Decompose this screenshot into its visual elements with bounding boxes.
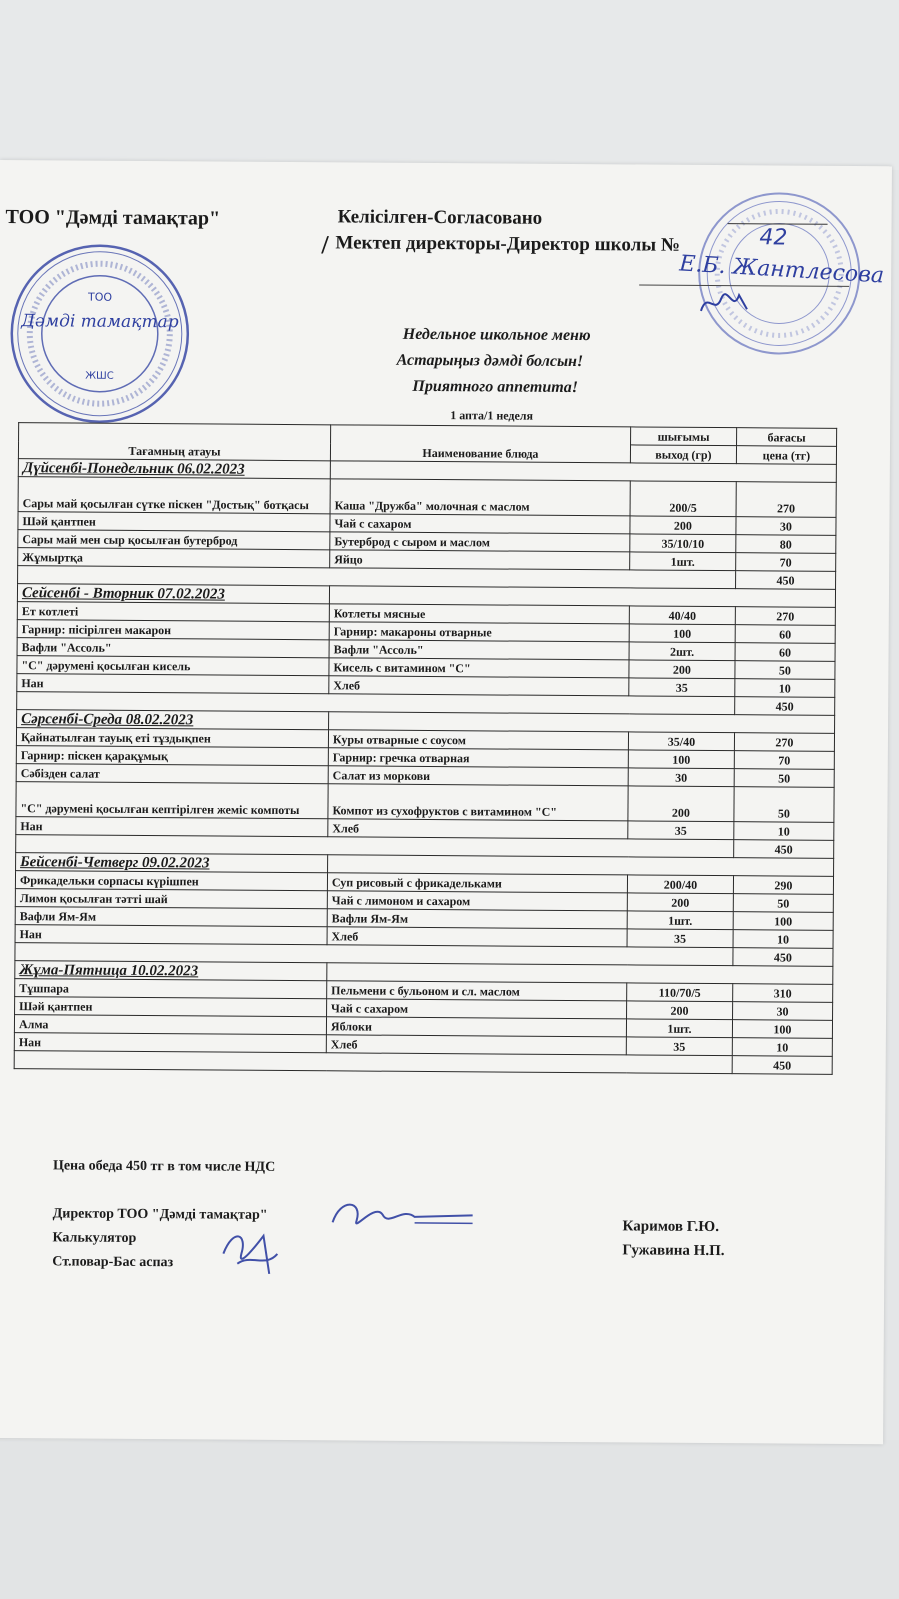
dish-ru: Компот из сухофруктов с витамином "С" [328, 784, 628, 821]
dish-output: 1шт. [626, 1019, 732, 1038]
day-total: 450 [733, 948, 833, 967]
ru-wish: Приятного аппетита! [412, 377, 579, 397]
dish-kz: Нан [17, 674, 329, 694]
dish-kz: Нан [15, 925, 327, 945]
dish-output: 35/40 [628, 732, 734, 751]
day-total: 450 [735, 697, 835, 716]
dish-price: 50 [735, 661, 835, 680]
dish-price: 100 [732, 1020, 832, 1039]
col-ru-name: Наименование блюда [330, 425, 630, 463]
background-bottom [0, 1440, 899, 1599]
dish-price: 30 [736, 517, 836, 536]
dish-ru: Хлеб [329, 676, 629, 696]
dish-kz: Лимон қосылған тәтті шай [15, 889, 327, 909]
dish-kz: Қайнатылған тауық еті тұздықпен [16, 728, 328, 748]
svg-text:ТОО: ТОО [87, 290, 113, 304]
col-output-ru: выход (гр) [630, 445, 736, 464]
calculator-signature [217, 1224, 287, 1284]
dish-output: 40/40 [629, 606, 735, 625]
dish-kz: "С" дәрумені қосылған кептірілген жеміс компоты [16, 782, 328, 819]
dish-kz: Сары май қосылған сүтке піскен "Достық" ботқасы [18, 477, 330, 514]
dish-price: 270 [736, 482, 836, 518]
dish-ru: Пельмени с бульоном и сл. маслом [327, 981, 627, 1001]
dish-kz: Фрикадельки сорпасы күрішпен [15, 871, 327, 891]
director-signature [697, 285, 757, 321]
table-row [18, 477, 836, 518]
dish-kz: "С" дәрумені қосылған кисель [17, 656, 329, 676]
dish-kz: Сары май мен сыр қосылған бутерброд [18, 530, 330, 550]
school-director-label: Мектеп директоры-Директор школы № [335, 232, 681, 256]
dish-price: 10 [735, 679, 835, 698]
col-price-kz: бағасы [737, 428, 837, 447]
dish-output: 200 [627, 1001, 733, 1020]
dish-output: 35 [626, 1037, 732, 1056]
dish-output: 200 [628, 786, 734, 822]
dish-ru: Бутерброд с сыром и маслом [330, 532, 630, 552]
chef-label: Ст.повар-Бас аспаз [52, 1254, 174, 1271]
director-handwritten-name: Е.Б. Жантлесова [678, 251, 885, 289]
dish-ru: Хлеб [327, 927, 627, 947]
day-total: 450 [736, 571, 836, 590]
day-title: Дүйсенбі-Понедельник 06.02.2023 [18, 459, 330, 479]
dish-ru: Хлеб [326, 1035, 626, 1055]
dish-output: 1шт. [630, 552, 736, 571]
dish-ru: Салат из моркови [328, 766, 628, 786]
dish-kz: Жұмыртқа [18, 548, 330, 568]
dish-price: 50 [733, 894, 833, 913]
dish-output: 2шт. [629, 642, 735, 661]
dish-output: 30 [628, 768, 734, 787]
dish-ru: Яблоки [326, 1017, 626, 1037]
seal-logo-text: Дәмді тамақтар [21, 311, 179, 333]
dish-output: 100 [629, 624, 735, 643]
dish-kz: Гарнир: пісірілген макарон [17, 620, 329, 640]
dish-price: 60 [735, 625, 835, 644]
dish-price: 10 [733, 930, 833, 949]
day-total: 450 [734, 840, 834, 859]
dish-ru: Гарнир: макароны отварные [329, 622, 629, 642]
director-label: Директор ТОО "Дәмді тамақтар" [52, 1206, 268, 1223]
dish-ru: Яйцо [330, 550, 630, 570]
dish-kz: Шәй қантпен [15, 997, 327, 1017]
dish-output: 200 [627, 893, 733, 912]
background-top [0, 0, 899, 170]
dish-kz: Вафли Ям-Ям [15, 907, 327, 927]
menu-table [14, 422, 837, 1075]
dish-kz: Шәй қантпен [18, 512, 330, 532]
dish-price: 80 [736, 535, 836, 554]
dish-price: 270 [735, 607, 835, 626]
director-name: Каримов Г.Ю. [622, 1218, 720, 1236]
agreed-label: Келісілген-Согласовано [337, 206, 543, 229]
pen-mark: / [321, 230, 329, 260]
dish-kz: Нан [16, 817, 328, 837]
col-kz-name: Тағамның атауы [18, 423, 330, 461]
dish-ru: Кисель с витамином "С" [329, 658, 629, 678]
dish-output: 100 [628, 750, 734, 769]
dish-ru: Вафли Ям-Ям [327, 909, 627, 929]
dish-ru: Суп рисовый с фрикадельками [327, 873, 627, 893]
dish-output: 200/5 [630, 481, 736, 517]
dish-output: 35 [627, 929, 733, 948]
dish-price: 270 [734, 733, 834, 752]
dish-ru: Куры отварные с соусом [328, 730, 628, 750]
dish-price: 310 [733, 984, 833, 1003]
dish-ru: Хлеб [328, 819, 628, 839]
dish-price: 70 [734, 751, 834, 770]
dish-price: 30 [733, 1002, 833, 1021]
dish-price: 50 [734, 769, 834, 788]
dish-output: 1шт. [627, 911, 733, 930]
dish-price: 10 [734, 822, 834, 841]
price-note: Цена обеда 450 тг в том числе НДС [52, 1158, 276, 1175]
dish-output: 200/40 [627, 875, 733, 894]
dish-ru: Чай с сахаром [327, 999, 627, 1019]
day-title: Сейсенбі - Вторник 07.02.2023 [17, 584, 329, 604]
dish-output: 35 [628, 821, 734, 840]
dish-price: 70 [736, 553, 836, 572]
dish-price: 60 [735, 643, 835, 662]
svg-text:ЖШС: ЖШС [85, 370, 114, 382]
dish-price: 100 [733, 912, 833, 931]
kz-wish: Астарыңыз дәмді болсын! [396, 351, 584, 371]
day-title: Бейсенбі-Четверг 09.02.2023 [16, 853, 328, 873]
dish-ru: Чай с лимоном и сахаром [327, 891, 627, 911]
dish-output: 200 [630, 516, 736, 535]
header-row [19, 423, 837, 447]
dish-price: 290 [733, 876, 833, 895]
day-total: 450 [732, 1056, 832, 1075]
dish-output: 35 [629, 678, 735, 697]
dish-kz: Гарнир: піскен қарақұмық [16, 746, 328, 766]
director-signature-footer [322, 1192, 482, 1243]
week-label: 1 апта/1 неделя [450, 408, 534, 423]
col-output-kz: шығымы [631, 427, 737, 446]
dish-output: 200 [629, 660, 735, 679]
menu-title: Недельное школьное меню [402, 325, 591, 345]
company-seal [4, 238, 195, 429]
col-price-ru: цена (тг) [736, 446, 836, 465]
dish-kz: Тұшпара [15, 979, 327, 999]
dish-ru: Каша "Дружба" молочная с маслом [330, 479, 630, 516]
chef-name: Гужавина Н.П. [622, 1242, 725, 1260]
dish-ru: Котлеты мясные [329, 604, 629, 624]
dish-ru: Гарнир: гречка отварная [328, 748, 628, 768]
dish-kz: Сәбізден салат [16, 764, 328, 784]
dish-kz: Ет котлеті [17, 602, 329, 622]
calculator-label: Калькулятор [52, 1230, 137, 1246]
dish-kz: Вафли "Ассоль" [17, 638, 329, 658]
dish-price: 50 [734, 787, 834, 823]
dish-kz: Алма [14, 1015, 326, 1035]
dish-output: 110/70/5 [627, 983, 733, 1002]
dish-ru: Вафли "Ассоль" [329, 640, 629, 660]
dish-price: 10 [732, 1038, 832, 1057]
dish-kz: Нан [14, 1033, 326, 1053]
menu-sheet [0, 160, 892, 1444]
day-title: Жұма-Пятница 10.02.2023 [15, 961, 327, 981]
company-name: ТОО "Дәмді тамақтар" [5, 206, 221, 230]
day-title: Сәрсенбі-Среда 08.02.2023 [17, 710, 329, 730]
dish-ru: Чай с сахаром [330, 514, 630, 534]
dish-output: 35/10/10 [630, 534, 736, 553]
table-row [16, 782, 834, 823]
school-number: 42 [759, 225, 788, 251]
